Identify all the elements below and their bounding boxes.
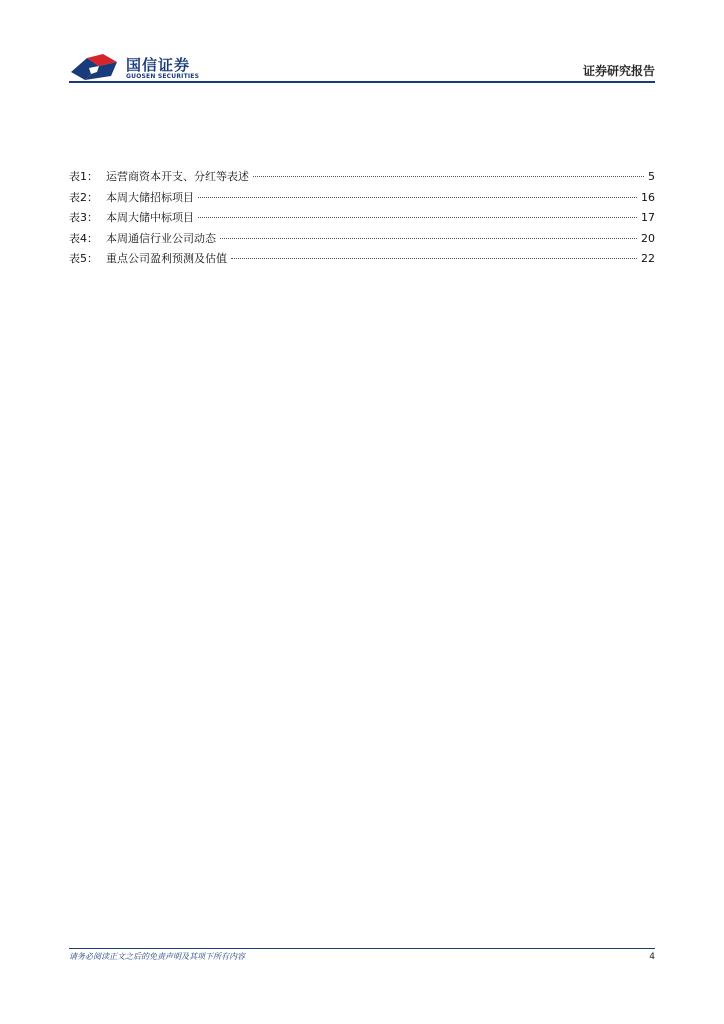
footer-disclaimer: 请务必阅读正文之后的免责声明及其项下所有内容 <box>69 952 245 961</box>
toc-dot-leader <box>253 176 644 177</box>
toc-entry-label: 表5： <box>69 252 98 266</box>
report-type-label: 证券研究报告 <box>582 64 655 78</box>
toc-entry-label: 表4： <box>69 231 98 245</box>
toc-entry-title: 本周大储中标项目 <box>106 211 194 225</box>
toc-entry[interactable] <box>69 190 655 211</box>
logo-english-name: GUOSEN SECURITIES <box>126 73 200 80</box>
page-header <box>69 50 655 84</box>
toc-entry-page: 16 <box>641 190 655 204</box>
toc-entry[interactable] <box>69 169 655 190</box>
toc-entry-page: 22 <box>641 252 655 266</box>
toc-entry-page: 17 <box>641 211 655 225</box>
toc-entry[interactable] <box>69 210 655 231</box>
toc-dot-leader <box>231 258 637 259</box>
toc-entry-label: 表1： <box>69 170 98 183</box>
footer-divider <box>69 948 655 949</box>
toc-entry-page: 20 <box>641 231 655 245</box>
toc-entry-title: 本周大储招标项目 <box>106 190 194 204</box>
toc-entry-title: 本周通信行业公司动态 <box>106 231 216 245</box>
toc-dot-leader <box>198 217 637 218</box>
logo-chinese-name: 国信证券 <box>126 56 191 74</box>
guosen-logo-icon <box>69 52 123 84</box>
toc-entry-title: 运营商资本开支、分红等表述 <box>106 170 249 183</box>
toc-entry-title: 重点公司盈利预测及估值 <box>106 252 227 266</box>
toc-entry-page: 5 <box>648 170 655 183</box>
company-logo <box>69 52 209 84</box>
toc-dot-leader <box>198 197 637 198</box>
toc-entry-label: 表2： <box>69 190 98 204</box>
page-number: 4 <box>649 952 655 962</box>
toc-entry[interactable] <box>69 231 655 252</box>
toc-dot-leader <box>220 238 637 239</box>
toc-entry-label: 表3： <box>69 211 98 225</box>
table-of-tables <box>69 169 655 272</box>
toc-entry[interactable] <box>69 251 655 272</box>
header-divider <box>69 81 655 83</box>
